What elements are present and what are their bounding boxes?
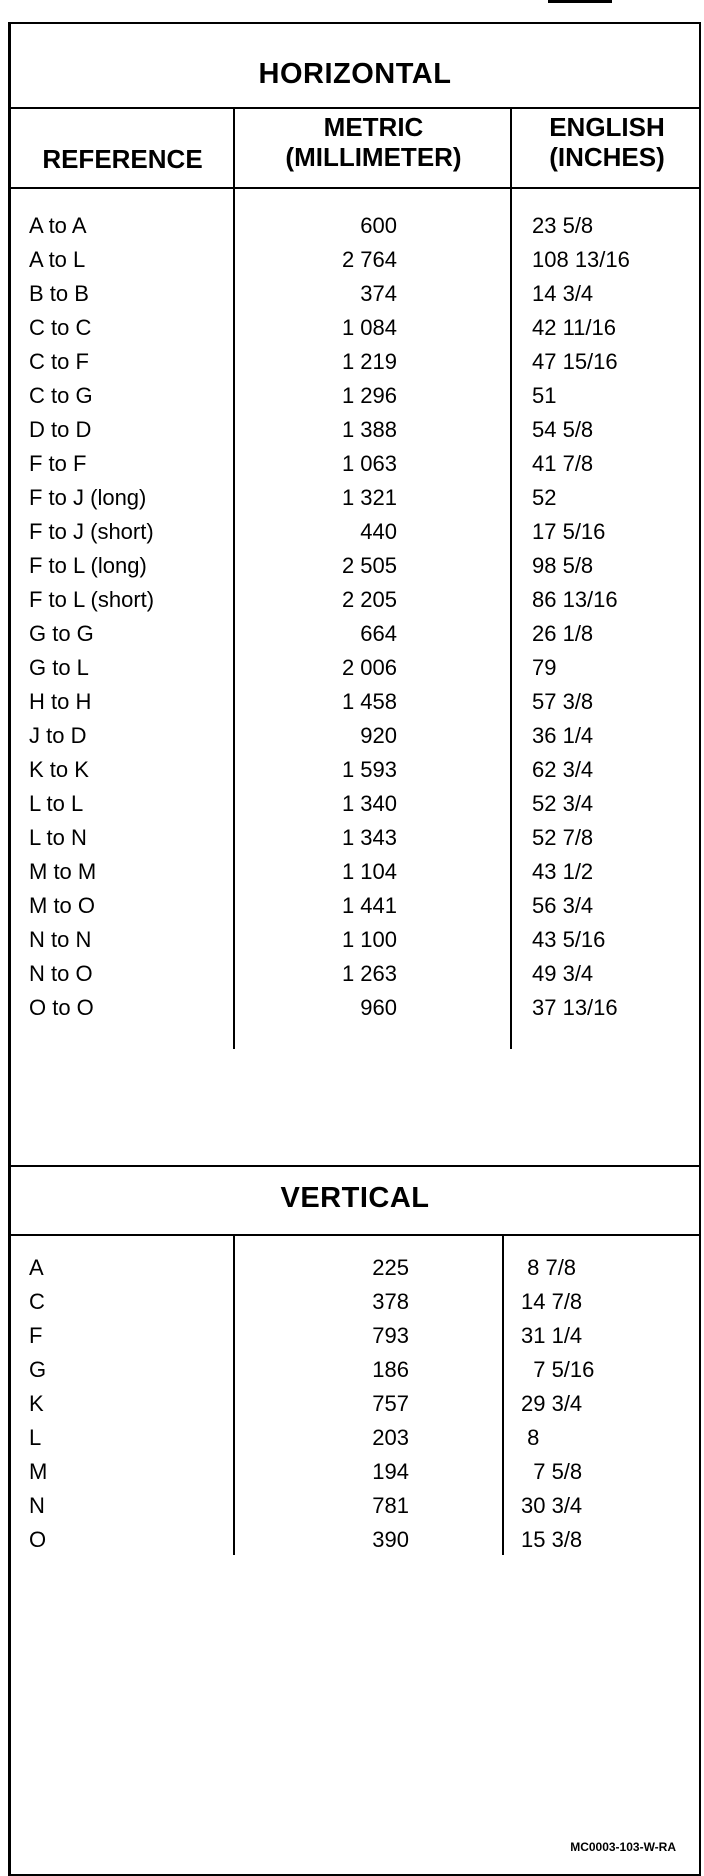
- english-cell: 49 3/4: [532, 961, 594, 986]
- table-row: [11, 821, 699, 855]
- english-cell: 62 3/4: [532, 757, 594, 782]
- table-row: [11, 243, 699, 277]
- reference-column-header: REFERENCE: [42, 144, 203, 174]
- reference-cell: A to L: [29, 247, 86, 272]
- reference-cell: N to O: [29, 961, 93, 986]
- reference-cell: K to K: [29, 757, 89, 782]
- english-column-header: [513, 112, 701, 172]
- english-cell: 15 3/8: [521, 1527, 583, 1552]
- table-row: [11, 481, 699, 515]
- reference-cell: G to G: [29, 621, 94, 646]
- reference-cell: G: [29, 1357, 47, 1382]
- table-row: [11, 209, 699, 243]
- english-cell: 79: [532, 655, 557, 680]
- english-cell: 17 5/16: [532, 519, 606, 544]
- metric-cell: 600: [360, 213, 397, 238]
- english-cell: 14 3/4: [532, 281, 594, 306]
- table-row: [11, 1489, 699, 1523]
- table-row: [11, 991, 699, 1025]
- table-row: [11, 277, 699, 311]
- table-row: [11, 549, 699, 583]
- english-cell: 8 7/8: [521, 1255, 577, 1280]
- figure-code: MC0003-103-W-RA: [570, 1840, 676, 1854]
- reference-cell: N to N: [29, 927, 92, 952]
- reference-cell: O: [29, 1527, 47, 1552]
- vertical-title-divider: [11, 1234, 699, 1236]
- table-row: [11, 1387, 699, 1421]
- metric-cell: 793: [372, 1323, 409, 1348]
- metric-cell: 1 593: [341, 757, 397, 782]
- metric-column-header: [236, 112, 511, 172]
- metric-cell: 920: [360, 723, 397, 748]
- english-cell: 7 5/16: [521, 1357, 595, 1382]
- metric-cell: 186: [372, 1357, 409, 1382]
- vertical-section-top-divider: [11, 1165, 699, 1167]
- english-cell: 98 5/8: [532, 553, 594, 578]
- english-cell: 31 1/4: [521, 1323, 583, 1348]
- reference-cell: C: [29, 1289, 45, 1314]
- english-cell: 43 5/16: [532, 927, 606, 952]
- table-row: [11, 1353, 699, 1387]
- metric-cell: 2 764: [341, 247, 397, 272]
- metric-cell: 1 340: [341, 791, 397, 816]
- english-cell: 14 7/8: [521, 1289, 583, 1314]
- vertical-section-title: VERTICAL: [280, 1182, 430, 1214]
- reference-cell: D to D: [29, 417, 92, 442]
- english-cell: 43 1/2: [532, 859, 594, 884]
- english-cell: 36 1/4: [532, 723, 594, 748]
- english-cell: 8: [521, 1425, 540, 1450]
- metric-cell: 1 063: [341, 451, 397, 476]
- metric-cell: 664: [360, 621, 397, 646]
- metric-cell: 1 388: [341, 417, 397, 442]
- reference-cell: O to O: [29, 995, 94, 1020]
- metric-cell: 194: [372, 1459, 409, 1484]
- metric-cell: 2 205: [341, 587, 397, 612]
- table-row: [11, 413, 699, 447]
- english-cell: 108 13/16: [532, 247, 630, 272]
- reference-cell: G to L: [29, 655, 89, 680]
- english-cell: 54 5/8: [532, 417, 594, 442]
- top-edge-mark: [548, 0, 612, 3]
- reference-cell: A to A: [29, 213, 87, 238]
- english-cell: 47 15/16: [532, 349, 618, 374]
- table-row: [11, 1319, 699, 1353]
- table-row: [11, 1455, 699, 1489]
- english-cell: 42 11/16: [532, 315, 617, 340]
- reference-cell: C to F: [29, 349, 89, 374]
- metric-cell: 440: [360, 519, 397, 544]
- reference-cell: F to F: [29, 451, 87, 476]
- table-row: [11, 1523, 699, 1557]
- english-cell: 37 13/16: [532, 995, 618, 1020]
- table-row: [11, 311, 699, 345]
- english-cell: 26 1/8: [532, 621, 594, 646]
- reference-cell: L to N: [29, 825, 87, 850]
- reference-cell: C to C: [29, 315, 92, 340]
- reference-cell: J to D: [29, 723, 87, 748]
- english-cell: 41 7/8: [532, 451, 594, 476]
- metric-cell: 1 441: [341, 893, 397, 918]
- horizontal-section-title: HORIZONTAL: [258, 58, 452, 90]
- reference-cell: K: [29, 1391, 44, 1416]
- table-row: [11, 583, 699, 617]
- english-cell: 57 3/8: [532, 689, 594, 714]
- metric-cell: 1 219: [341, 349, 397, 374]
- horizontal-title-divider: [11, 107, 699, 109]
- reference-cell: A: [29, 1255, 44, 1280]
- table-row: [11, 957, 699, 991]
- table-row: [11, 447, 699, 481]
- metric-cell: 225: [372, 1255, 409, 1280]
- table-row: [11, 1421, 699, 1455]
- metric-cell: 1 458: [341, 689, 397, 714]
- reference-cell: M to M: [29, 859, 97, 884]
- table-row: [11, 685, 699, 719]
- metric-cell: 1 084: [341, 315, 397, 340]
- dimension-table-sheet: [8, 22, 701, 1876]
- english-cell: 56 3/4: [532, 893, 594, 918]
- table-row: [11, 1285, 699, 1319]
- english-header-line2: (INCHES): [549, 142, 665, 172]
- reference-cell: F to J (long): [29, 485, 147, 510]
- table-row: [11, 379, 699, 413]
- reference-cell: N: [29, 1493, 45, 1518]
- metric-header-line1: METRIC: [323, 112, 424, 142]
- table-row: [11, 753, 699, 787]
- reference-cell: B to B: [29, 281, 89, 306]
- english-cell: 29 3/4: [521, 1391, 583, 1416]
- metric-header-line2: (MILLIMETER): [285, 142, 462, 172]
- english-cell: 86 13/16: [532, 587, 618, 612]
- metric-cell: 757: [372, 1391, 409, 1416]
- table-row: [11, 617, 699, 651]
- table-row: [11, 651, 699, 685]
- reference-cell: L to L: [29, 791, 84, 816]
- english-cell: 52: [532, 485, 557, 510]
- metric-cell: 1 343: [341, 825, 397, 850]
- metric-cell: 1 104: [341, 859, 397, 884]
- horizontal-header-divider: [11, 187, 699, 189]
- reference-cell: F to L (short): [29, 587, 155, 612]
- metric-cell: 2 505: [341, 553, 397, 578]
- metric-cell: 1 100: [341, 927, 397, 952]
- table-row: [11, 787, 699, 821]
- table-row: [11, 515, 699, 549]
- reference-cell: L: [29, 1425, 42, 1450]
- table-row: [11, 855, 699, 889]
- table-row: [11, 719, 699, 753]
- reference-cell: H to H: [29, 689, 92, 714]
- table-row: [11, 1251, 699, 1285]
- metric-cell: 390: [372, 1527, 409, 1552]
- reference-cell: M: [29, 1459, 48, 1484]
- english-cell: 52 3/4: [532, 791, 594, 816]
- reference-cell: F: [29, 1323, 43, 1348]
- metric-cell: 374: [360, 281, 397, 306]
- english-cell: 52 7/8: [532, 825, 594, 850]
- metric-cell: 781: [372, 1493, 409, 1518]
- table-row: [11, 889, 699, 923]
- table-row: [11, 923, 699, 957]
- reference-cell: F to L (long): [29, 553, 147, 578]
- english-cell: 23 5/8: [532, 213, 594, 238]
- metric-cell: 1 263: [341, 961, 397, 986]
- reference-cell: M to O: [29, 893, 96, 918]
- metric-cell: 1 296: [341, 383, 397, 408]
- english-cell: 30 3/4: [521, 1493, 583, 1518]
- english-header-line1: ENGLISH: [549, 112, 665, 142]
- english-cell: 51: [532, 383, 557, 408]
- reference-cell: C to G: [29, 383, 93, 408]
- table-row: [11, 345, 699, 379]
- reference-cell: F to J (short): [29, 519, 154, 544]
- metric-cell: 2 006: [341, 655, 397, 680]
- english-cell: 7 5/8: [521, 1459, 583, 1484]
- metric-cell: 203: [372, 1425, 409, 1450]
- metric-cell: 1 321: [341, 485, 397, 510]
- metric-cell: 378: [372, 1289, 409, 1314]
- metric-cell: 960: [360, 995, 397, 1020]
